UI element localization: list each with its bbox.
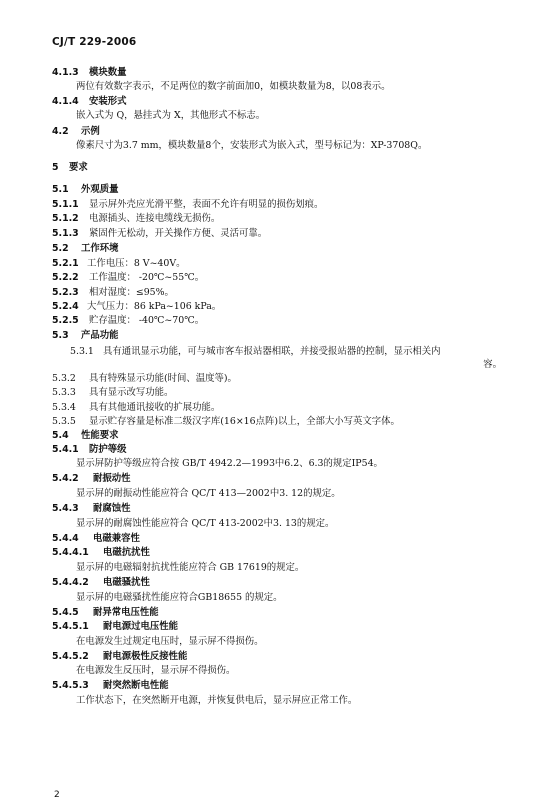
clause-text: 两位有效数字表示，不足两位的数字前面加0，如模块数量为8，以08表示。 [76,81,391,92]
clause-text: 电源插头、连接电缆线无损伤。 [88,213,221,224]
clause-number: 5.1.3 [52,228,79,239]
clause-number: 5.1.1 [52,199,79,210]
clause-text: 显示屏外壳应光滑平整，表面不允许有明显的损伤划痕。 [88,199,324,210]
clause-text: 显示屏的耐腐蚀性能应符合 QC/T 413-2002中3. 13的规定。 [76,518,335,529]
clause-number: 5.2 [52,243,69,254]
clause-title: 性能要求 [80,430,119,441]
clause-number: 5.3 [52,330,69,341]
clause-number: 5.4.3 [52,503,79,514]
clause-5-2 [52,243,516,255]
clause-number: 5.2.1 [52,258,79,269]
clause-4-1-4 [52,96,516,108]
clause-text: 贮存温度： -40℃~70℃。 [88,315,205,326]
standard-code-header: CJ/T 229-2006 [52,36,137,48]
clause-title: 工作环境 [80,243,119,254]
section-5 [52,162,516,174]
clause-title: 电磁骚扰性 [102,577,150,588]
clause-text-continued: 容。 [483,359,502,370]
clause-number: 5.4.4.1 [52,547,89,558]
clause-number: 5.4.5.1 [52,621,89,632]
clause-number: 5.2.2 [52,272,79,283]
clause-number: 5.4.5.3 [52,680,89,691]
clause-number: 5.4.5.2 [52,651,89,662]
clause-number: 5.4.4.2 [52,577,89,588]
clause-title: 电磁兼容性 [92,533,140,544]
clause-text: 紧固件无松动，开关操作方便、灵活可靠。 [88,228,268,239]
clause-number: 5.4.5 [52,607,79,618]
clause-number: 5.2.4 [52,301,79,312]
clause-title: 电磁抗扰性 [102,547,150,558]
clause-text: 在电源发生反压时，显示屏不得损伤。 [76,665,236,676]
clause-number: 5.3.5 [52,416,76,427]
section-number: 5 [52,162,59,173]
clause-5-4-5-1 [52,621,516,633]
clause-4-1-3 [52,67,516,79]
clause-title: 耐异常电压性能 [92,607,159,618]
clause-title: 防护等级 [88,444,127,455]
clause-text: 工作电压：8 V~40V。 [86,258,186,269]
clause-text: 显示贮存容量是标准二级汉字库(16×16点阵)以上，全部大小写英文字体。 [88,416,400,427]
clause-number: 5.2.3 [52,287,79,298]
clause-number: 5.3.4 [52,402,76,413]
clause-5-3-4 [52,402,516,414]
clause-text: 具有显示改写功能。 [88,387,174,398]
clause-5-4-2 [52,473,516,485]
clause-5-4-5-3 [52,680,516,692]
clause-title: 产品功能 [80,330,119,341]
clause-title: 耐突然断电性能 [102,680,169,691]
clause-text: 嵌入式为 Q，悬挂式为 X，其他形式不标志。 [76,110,266,121]
clause-5-2-2 [52,272,516,284]
clause-number: 5.4.2 [52,473,79,484]
clause-5-1 [52,184,516,196]
clause-number: 5.1 [52,184,69,195]
clause-number: 5.2.5 [52,315,79,326]
clause-text: 显示屏的电磁辐射抗扰性能应符合 GB 17619的规定。 [76,562,305,573]
clause-text: 具有通讯显示功能，可与城市客车报站器相联，并接受报站器的控制，显示相关内 [102,346,441,357]
clause-number: 5.3.3 [52,387,76,398]
clause-text: 具有特殊显示功能(时间、温度等)。 [88,373,237,384]
clause-title: 外观质量 [80,184,119,195]
clause-5-3-1 [70,346,516,358]
clause-number: 4.2 [52,126,69,137]
clause-5-2-3 [52,287,516,299]
clause-title: 耐电源过电压性能 [102,621,178,632]
clause-title: 安装形式 [88,96,127,107]
clause-number: 4.1.4 [52,96,79,107]
clause-5-4-3 [52,503,516,515]
clause-text: 相对湿度：≤95%。 [88,287,174,298]
clause-5-3-2 [52,373,516,385]
clause-text: 显示屏防护等级应符合按 GB/T 4942.2—1993中6.2、6.3的规定IP54。 [76,458,383,469]
clause-5-3-5 [52,416,516,428]
clause-number: 5.4 [52,430,69,441]
clause-5-3 [52,330,516,342]
clause-5-1-1 [52,199,516,211]
clause-4-2 [52,126,516,138]
clause-number: 5.3.2 [52,373,76,384]
clause-number: 5.1.2 [52,213,79,224]
clause-5-4-4-1 [52,547,516,559]
clause-text: 工作状态下，在突然断开电源，并恢复供电后，显示屏应正常工作。 [76,695,358,706]
clause-5-4-5-2 [52,651,516,663]
clause-5-2-4 [52,301,516,313]
clause-number: 5.4.1 [52,444,79,455]
clause-title: 耐振动性 [92,473,131,484]
clause-text: 具有其他通讯接收的扩展功能。 [88,402,221,413]
clause-number: 5.4.4 [52,533,79,544]
clause-title: 模块数量 [88,67,127,78]
clause-5-4-1 [52,444,516,456]
clause-text: 工作温度： -20℃~55℃。 [88,272,205,283]
clause-number: 4.1.3 [52,67,79,78]
clause-5-1-2 [52,213,516,225]
clause-text: 大气压力：86 kPa~106 kPa。 [86,301,222,312]
clause-title: 耐电源极性反接性能 [102,651,188,662]
clause-5-4-5 [52,607,516,619]
clause-5-4-4-2 [52,577,516,589]
clause-text: 在电源发生过规定电压时，显示屏不得损伤。 [76,636,264,647]
clause-number: 5.3.1 [70,346,94,357]
page-number: 2 [54,790,60,800]
clause-title: 示例 [80,126,100,137]
clause-text: 显示屏的电磁骚扰性能应符合GB18655 的规定。 [76,592,283,603]
clause-5-3-3 [52,387,516,399]
clause-5-1-3 [52,228,516,240]
clause-title: 耐腐蚀性 [92,503,131,514]
clause-text: 像素尺寸为3.7 mm，模块数量8个，安装形式为嵌入式，型号标记为：XP-3708Q。 [76,140,428,151]
clause-5-2-1 [52,258,516,270]
clause-5-2-5 [52,315,516,327]
clause-5-4-4 [52,533,516,545]
clause-5-4 [52,430,516,442]
clause-text: 显示屏的耐振动性能应符合 QC/T 413—2002中3. 12的规定。 [76,488,341,499]
section-title: 要求 [68,162,88,173]
